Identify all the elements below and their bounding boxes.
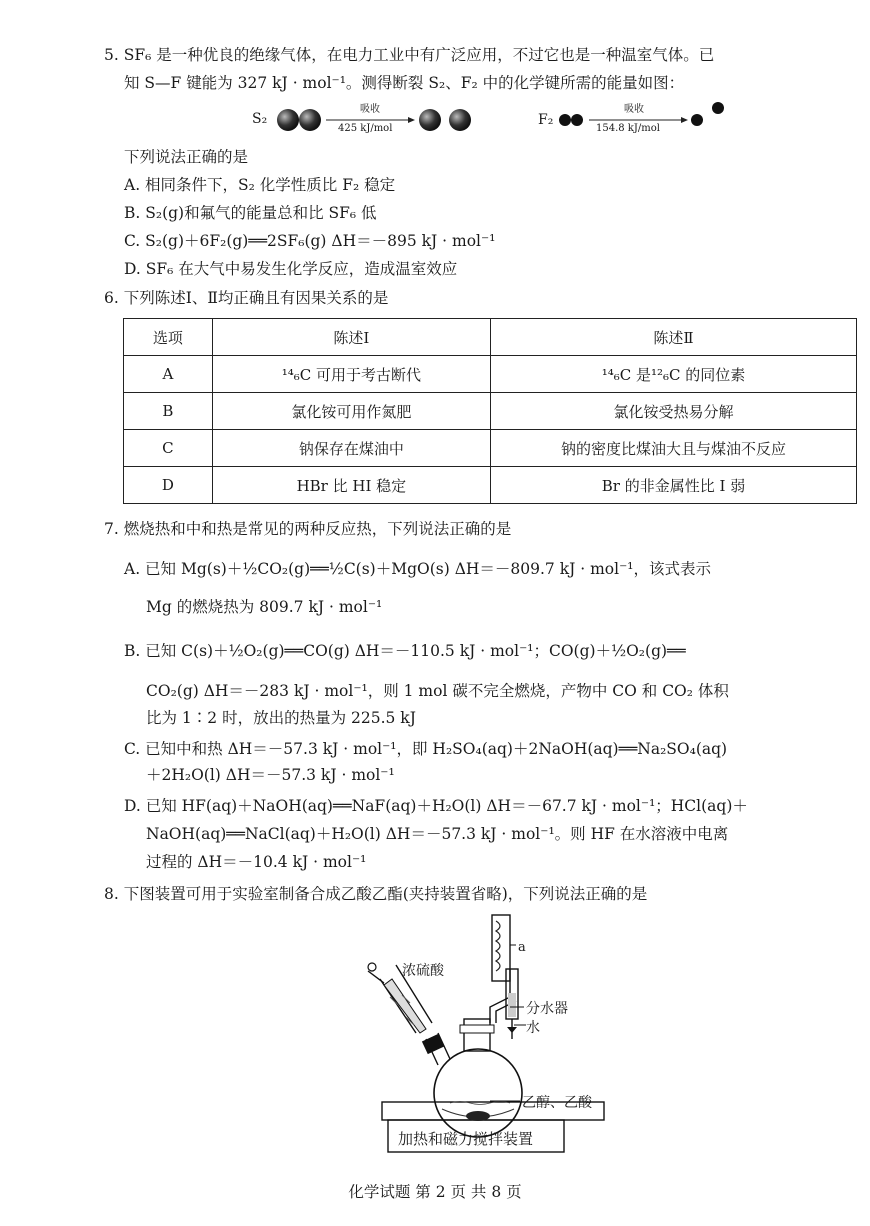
q5-option-a: A. 相同条件下，S₂ 化学性质比 F₂ 稳定: [124, 176, 396, 194]
label-water: 水: [526, 1020, 540, 1036]
table-cell: D: [124, 467, 213, 504]
page-footer: 化学试题 第 2 页 共 8 页: [348, 1183, 522, 1201]
q7-option-b-line-3: 比为 1∶2 时，放出的热量为 225.5 kJ: [146, 709, 416, 727]
s2-atom: [277, 109, 299, 131]
q5-line-1: 5. SF₆ 是一种优良的绝缘气体，在电力工业中有广泛应用，不过它也是一种温室气体。已: [104, 46, 715, 64]
reflux-condenser: [492, 915, 510, 981]
q6-statement-table: [123, 318, 857, 504]
q5-line-2: 知 S—F 键能为 327 kJ · mol⁻¹。测得断裂 S₂、F₂ 中的化学键所需的能量如图：: [124, 74, 685, 92]
q7-option-a-line-2: Mg 的燃烧热为 809.7 kJ · mol⁻¹: [146, 598, 383, 616]
f2-atom: [559, 114, 571, 126]
q6-title: 6. 下列陈述Ⅰ、Ⅱ均正确且有因果关系的是: [104, 289, 389, 307]
table-cell: ¹⁴₆C 是¹²₆C 的同位素: [491, 356, 857, 393]
q7-option-d-line-2: NaOH(aq)══NaCl(aq)＋H₂O(l) ΔH＝－57.3 kJ · mol⁻¹。则 HF 在水溶液中电离: [146, 825, 729, 843]
s2-energy-label: 425 kJ/mol: [338, 123, 393, 134]
f-atom: [712, 102, 724, 114]
q5-option-d: D. SF₆ 在大气中易发生化学反应，造成温室效应: [124, 260, 458, 278]
s2-atom: [299, 109, 321, 131]
label-water-separator: 分水器: [526, 1001, 568, 1017]
s-atom: [449, 109, 471, 131]
table-row: [124, 467, 857, 504]
s2-label: S₂: [252, 111, 268, 127]
table-row: [124, 430, 857, 467]
q7-option-c-line-2: ＋2H₂O(l) ΔH＝－57.3 kJ · mol⁻¹: [146, 766, 395, 784]
q7-option-b-line-2: CO₂(g) ΔH＝－283 kJ · mol⁻¹，则 1 mol 碳不完全燃烧，产物中 CO 和 CO₂ 体积: [146, 682, 729, 700]
table-row: [124, 393, 857, 430]
q5-option-c: C. S₂(g)＋6F₂(g)══2SF₆(g) ΔH＝－895 kJ · mol⁻¹: [124, 232, 496, 250]
f-atom: [691, 114, 703, 126]
table-header-cell: 陈述Ⅱ: [491, 319, 857, 356]
table-cell: 钠保存在煤油中: [212, 430, 490, 467]
table-cell: Br 的非金属性比 I 弱: [491, 467, 857, 504]
q7-option-d-line-3: 过程的 ΔH＝－10.4 kJ · mol⁻¹: [146, 853, 367, 871]
q5-option-b: B. S₂(g)和氟气的能量总和比 SF₆ 低: [124, 204, 377, 222]
f2-label: F₂: [538, 112, 554, 128]
label-reagents: 乙醇、乙酸: [522, 1095, 592, 1111]
side-neck-joint: [422, 1034, 444, 1054]
table-cell: 氯化铵可用作氮肥: [212, 393, 490, 430]
table-cell: C: [124, 430, 213, 467]
table-header-cell: 陈述Ⅰ: [212, 319, 490, 356]
table-row: [124, 356, 857, 393]
round-bottom-flask: [434, 1049, 522, 1137]
table-cell: 氯化铵受热易分解: [491, 393, 857, 430]
f2-energy-label: 154.8 kJ/mol: [596, 123, 660, 134]
label-a: a: [518, 940, 526, 955]
s2-absorb-label: 吸收: [360, 104, 380, 115]
table-header-row: [124, 319, 857, 356]
table-cell: ¹⁴₆C 可用于考古断代: [212, 356, 490, 393]
f2-molecule-diagram: [555, 100, 735, 140]
table-cell: 钠的密度比煤油大且与煤油不反应: [491, 430, 857, 467]
q7-title: 7. 燃烧热和中和热是常见的两种反应热，下列说法正确的是: [104, 520, 512, 538]
table-cell: A: [124, 356, 213, 393]
stir-bar: [466, 1111, 490, 1121]
q7-option-b-line-1: B. 已知 C(s)＋½O₂(g)══CO(g) ΔH＝－110.5 kJ · mol⁻¹；CO(g)＋½O₂(g)══: [124, 642, 686, 660]
label-sulfuric-acid: 浓硫酸: [402, 963, 444, 979]
q7-option-d-line-1: D. 已知 HF(aq)＋NaOH(aq)══NaF(aq)＋H₂O(l) ΔH＝－67.7 kJ · mol⁻¹；HCl(aq)＋: [124, 797, 748, 815]
table-cell: HBr 比 HI 稳定: [212, 467, 490, 504]
f2-absorb-label: 吸收: [624, 104, 644, 115]
table-header-cell: 选项: [124, 319, 213, 356]
q8-title: 8. 下图装置可用于实验室制备合成乙酸乙酯(夹持装置省略)，下列说法正确的是: [104, 885, 648, 903]
s2-molecule-diagram: [270, 100, 490, 140]
s-atom: [419, 109, 441, 131]
center-neck: [464, 1019, 490, 1051]
label-heater: 加热和磁力搅拌装置: [398, 1130, 534, 1148]
f2-atom: [571, 114, 583, 126]
q7-option-c-line-1: C. 已知中和热 ΔH＝－57.3 kJ · mol⁻¹，即 H₂SO₄(aq)＋2NaOH(aq)══Na₂SO₄(aq): [124, 740, 728, 758]
table-cell: B: [124, 393, 213, 430]
q7-option-a-line-1: A. 已知 Mg(s)＋½CO₂(g)══½C(s)＋MgO(s) ΔH＝－809.7 kJ · mol⁻¹，该式表示: [124, 560, 711, 578]
q5-prompt: 下列说法正确的是: [124, 148, 249, 166]
